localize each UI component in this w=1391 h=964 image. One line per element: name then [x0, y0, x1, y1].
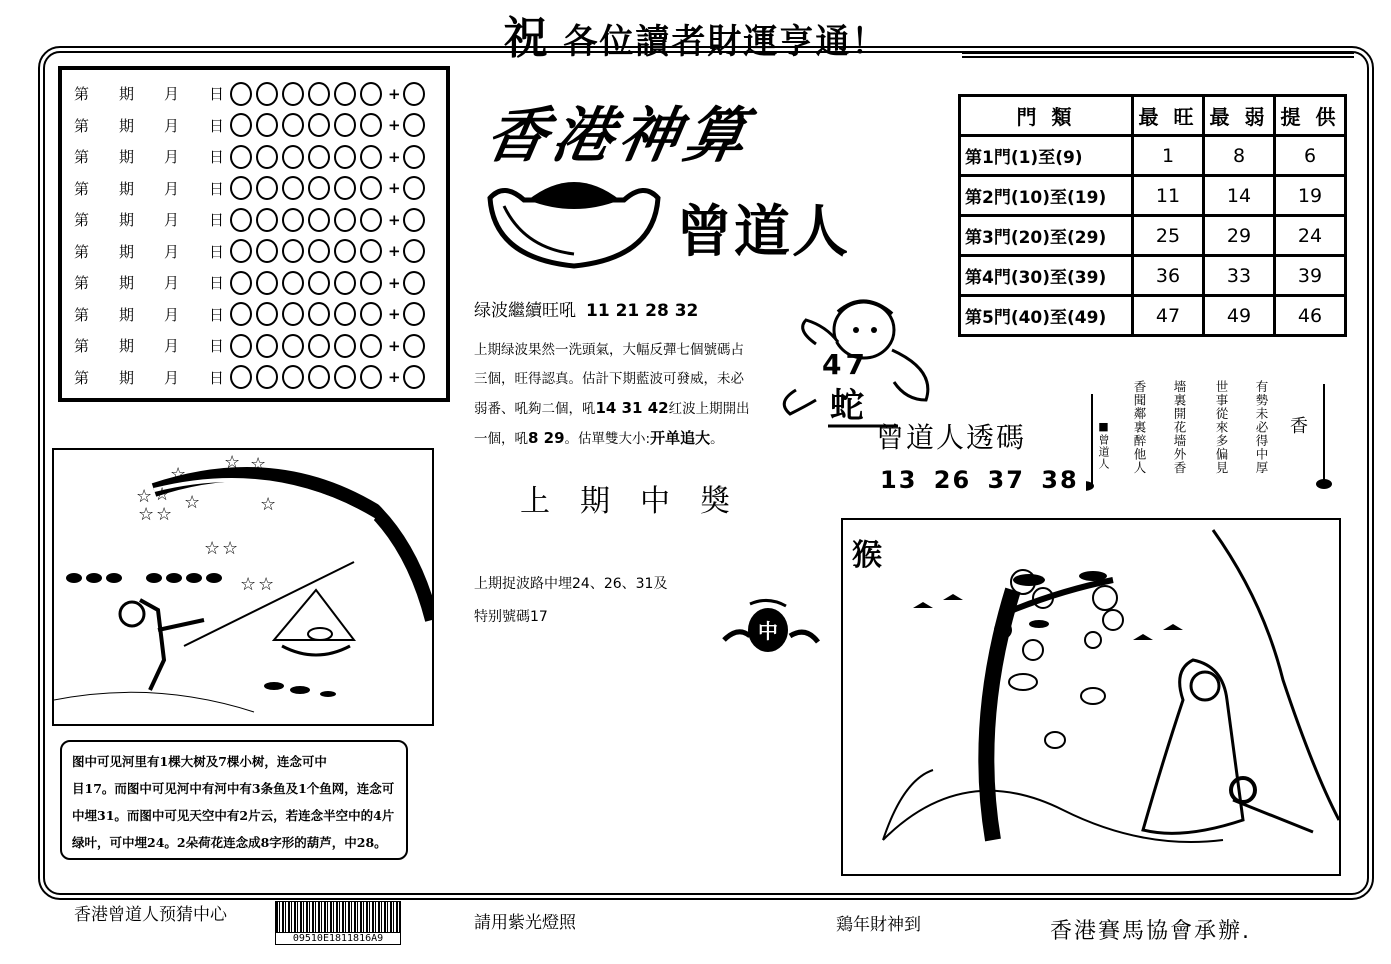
headline-numbers: 11 21 28 32	[586, 301, 699, 321]
para-text: 红波上期開出	[668, 401, 750, 417]
table-row	[960, 176, 1346, 216]
poem-line-4: 香聞鄰裏醉他人	[1132, 380, 1147, 475]
barcode-bars-icon	[275, 901, 401, 933]
special-number-circle	[403, 271, 425, 295]
para-line-2: 三個，旺得認真。估計下期藍波可發威，未必	[474, 371, 744, 387]
number-circle	[256, 334, 278, 358]
plus-sign: +	[388, 84, 401, 103]
table-header-cell: 提 供	[1275, 96, 1346, 136]
scroll-frame-icon	[1086, 380, 1336, 492]
table-header-cell: 最 弱	[1204, 96, 1275, 136]
number-circle	[334, 239, 356, 263]
number-circle	[360, 239, 382, 263]
number-circle	[282, 82, 304, 106]
table-cell-group: 第1門(1)至(9)	[960, 136, 1133, 176]
number-circle	[308, 113, 330, 137]
plus-sign: +	[388, 147, 401, 166]
number-circle	[334, 176, 356, 200]
poem-heading: 香	[1287, 416, 1308, 435]
draw-row-label	[74, 335, 230, 356]
footer-organizer: 香港賽馬協會承辦.	[1050, 919, 1251, 944]
number-circle	[282, 271, 304, 295]
draw-row-month: 月	[163, 211, 179, 230]
table-cell-max: 36	[1133, 256, 1204, 296]
svg-text:☆: ☆	[258, 574, 275, 595]
number-circle	[334, 302, 356, 326]
draw-row-month: 月	[163, 274, 179, 293]
analysis-paragraph	[474, 336, 794, 454]
draw-row-issue-suffix: 期	[118, 85, 134, 104]
para-text: 。估單雙大小:	[564, 431, 651, 447]
headline	[474, 296, 698, 321]
svg-text:☆: ☆	[138, 504, 155, 525]
riddle-line-3: 中埋31。而图中可见天空中有2片云，若连念半空中的4片	[72, 808, 395, 823]
plus-sign: +	[388, 305, 401, 324]
number-circle	[230, 145, 252, 169]
number-circle	[360, 113, 382, 137]
number-circle	[256, 176, 278, 200]
table-cell-group: 第5門(40)至(49)	[960, 296, 1133, 336]
draw-row-label	[74, 209, 230, 230]
draw-row-day: 日	[208, 148, 224, 167]
header-text: 各位讀者財運亨通！	[563, 22, 888, 62]
table-header-cell: 最 旺	[1133, 96, 1204, 136]
draw-row-label	[74, 304, 230, 325]
poem-author: ■曾道人	[1097, 420, 1110, 470]
draw-row	[74, 236, 434, 268]
svg-text:☆: ☆	[156, 504, 173, 525]
number-circle	[334, 145, 356, 169]
draw-row-issue: 第	[74, 179, 90, 198]
riddle-line-4: 绿叶，可中埋24。2朵荷花连念成8字形的葫芦，中28。	[72, 835, 387, 850]
poem-line-1: 有勢未必得中厚	[1254, 380, 1269, 475]
number-circle	[308, 271, 330, 295]
svg-text:☆: ☆	[250, 454, 267, 475]
draw-row-label	[74, 115, 230, 136]
table-row	[960, 256, 1346, 296]
draw-row-issue: 第	[74, 242, 90, 261]
poem-block	[1086, 380, 1336, 492]
draw-row-day: 日	[208, 85, 224, 104]
draw-row-issue-suffix: 期	[118, 211, 134, 230]
svg-text:☆: ☆	[184, 492, 201, 513]
table-cell-max: 47	[1133, 296, 1204, 336]
number-circle	[334, 334, 356, 358]
draw-row-issue: 第	[74, 337, 90, 356]
draw-row-month: 月	[163, 242, 179, 261]
number-circle	[282, 334, 304, 358]
special-number-circle	[403, 145, 425, 169]
plus-sign: +	[388, 273, 401, 292]
draw-row-month: 月	[163, 148, 179, 167]
draw-row-label	[74, 146, 230, 167]
table-cell-group: 第3門(20)至(29)	[960, 216, 1133, 256]
number-circle	[230, 334, 252, 358]
number-circle	[334, 208, 356, 232]
number-circle	[360, 176, 382, 200]
number-circle	[230, 365, 252, 389]
mascot-number: 47	[822, 348, 869, 381]
number-circle	[308, 239, 330, 263]
draw-row-issue-suffix: 期	[118, 148, 134, 167]
plus-sign: +	[388, 179, 401, 198]
para-line-1: 上期绿波果然一洗頭氣，大幅反彈七個號碼占	[474, 342, 744, 358]
draw-row-issue: 第	[74, 305, 90, 324]
draw-row-day: 日	[208, 305, 224, 324]
draw-row	[74, 362, 434, 394]
svg-text:☆: ☆	[170, 464, 187, 485]
number-circle	[256, 271, 278, 295]
number-circle	[360, 365, 382, 389]
number-circle	[308, 145, 330, 169]
draw-row-issue: 第	[74, 116, 90, 135]
number-circle	[282, 113, 304, 137]
draw-row-month: 月	[163, 116, 179, 135]
number-circle	[256, 302, 278, 326]
svg-text:☆: ☆	[136, 486, 153, 507]
number-circle	[308, 208, 330, 232]
draw-row-issue-suffix: 期	[118, 305, 134, 324]
headline-text: 绿波繼續旺吼	[474, 301, 576, 321]
draw-row	[74, 299, 434, 331]
picture-zodiac: 猴	[852, 538, 882, 573]
frame-top-border	[962, 52, 1354, 58]
draw-row-label	[74, 178, 230, 199]
zhong-mascot-icon	[720, 596, 820, 668]
draw-row-month: 月	[163, 85, 179, 104]
draw-row	[74, 204, 434, 236]
footer-year-note: 鶏年財神到	[836, 915, 921, 935]
sage-scene-picture	[841, 518, 1341, 876]
draw-row	[74, 173, 434, 205]
number-circle	[256, 113, 278, 137]
svg-text:☆: ☆	[154, 484, 171, 505]
table-cell-min: 14	[1204, 176, 1275, 216]
number-circle	[360, 208, 382, 232]
footer-uv-note: 請用紫光燈照	[474, 913, 576, 933]
draw-row-day: 日	[208, 337, 224, 356]
number-circle	[256, 145, 278, 169]
svg-text:☆: ☆	[222, 538, 239, 559]
plus-sign: +	[388, 242, 401, 261]
number-circle	[308, 365, 330, 389]
draw-row-day: 日	[208, 179, 224, 198]
para-text: 弱番、吼夠二個，吼	[474, 401, 596, 417]
number-circle	[282, 208, 304, 232]
number-circle	[256, 208, 278, 232]
special-number-circle	[403, 302, 425, 326]
draw-row-issue: 第	[74, 148, 90, 167]
table-header-row	[960, 96, 1346, 136]
svg-text:☆: ☆	[240, 574, 257, 595]
number-circle	[360, 302, 382, 326]
table-cell-min: 33	[1204, 256, 1275, 296]
para-line-3	[474, 394, 794, 424]
para-emphasis: 开单追大	[650, 429, 711, 447]
draw-row	[74, 267, 434, 299]
draw-row-label	[74, 83, 230, 104]
draw-row-label	[74, 367, 230, 388]
draw-row-label	[74, 241, 230, 262]
riddle-line-2: 目17。而图中可见河中有河中有3条鱼及1个鱼网，连念可	[72, 781, 395, 796]
number-circle	[308, 82, 330, 106]
number-circle	[360, 271, 382, 295]
riddle-box	[60, 740, 408, 860]
draw-row-issue-suffix: 期	[118, 179, 134, 198]
special-number-circle	[403, 82, 425, 106]
table-cell-group: 第4門(30)至(39)	[960, 256, 1133, 296]
table-header-cell: 門 類	[960, 96, 1133, 136]
special-number-circle	[403, 365, 425, 389]
gold-ingot-icon	[484, 178, 664, 270]
draw-row-month: 月	[163, 337, 179, 356]
fishing-scene-picture	[52, 448, 434, 726]
draw-row-issue: 第	[74, 368, 90, 387]
draw-row-day: 日	[208, 274, 224, 293]
bo-line-1: 上期捉波路中埋24、26、31及	[474, 576, 668, 592]
barcode	[275, 901, 401, 947]
number-circle	[308, 176, 330, 200]
table-row	[960, 296, 1346, 336]
draw-row-day: 日	[208, 116, 224, 135]
draw-row-issue-suffix: 期	[118, 337, 134, 356]
brand-name: 曾道人	[676, 200, 850, 265]
table-cell-offer: 39	[1275, 256, 1346, 296]
number-circle	[230, 208, 252, 232]
number-circle	[256, 82, 278, 106]
number-circle	[334, 271, 356, 295]
number-circle	[282, 302, 304, 326]
draw-row	[74, 78, 434, 110]
number-circle	[230, 113, 252, 137]
table-cell-offer: 19	[1275, 176, 1346, 216]
plus-sign: +	[388, 116, 401, 135]
draw-row	[74, 110, 434, 142]
number-circle	[360, 145, 382, 169]
svg-text:☆: ☆	[204, 538, 221, 559]
draw-row-label	[74, 272, 230, 293]
badge-text: 中	[758, 619, 778, 643]
table-cell-offer: 24	[1275, 216, 1346, 256]
header-blessing: 祝	[503, 13, 550, 64]
draw-row-issue: 第	[74, 274, 90, 293]
number-groups-table	[958, 94, 1347, 337]
number-circle	[230, 176, 252, 200]
table-row	[960, 216, 1346, 256]
draw-row-issue: 第	[74, 85, 90, 104]
special-number-circle	[403, 208, 425, 232]
special-number-circle	[403, 239, 425, 263]
draw-row	[74, 330, 434, 362]
table-cell-min: 49	[1204, 296, 1275, 336]
tip-label: 曾道人透碼	[876, 421, 1027, 454]
table-cell-max: 1	[1133, 136, 1204, 176]
number-circle	[230, 82, 252, 106]
tip-numbers: 13 26 37 38	[880, 466, 1079, 494]
barcode-number: 09510E1811816A9	[275, 933, 401, 945]
last-win-label: 上期中奬	[520, 484, 760, 519]
draw-row-day: 日	[208, 211, 224, 230]
para-text: 一個，吼	[474, 431, 528, 447]
plus-sign: +	[388, 336, 401, 355]
table-cell-group: 第2門(10)至(19)	[960, 176, 1133, 216]
number-circle	[334, 113, 356, 137]
number-circle	[256, 239, 278, 263]
plus-sign: +	[388, 368, 401, 387]
draw-row-month: 月	[163, 179, 179, 198]
draw-row	[74, 141, 434, 173]
table-cell-min: 29	[1204, 216, 1275, 256]
special-number-circle	[403, 113, 425, 137]
draw-row-month: 月	[163, 305, 179, 324]
number-circle	[230, 239, 252, 263]
para-numbers: 8 29	[528, 429, 565, 447]
number-circle	[282, 145, 304, 169]
number-circle	[308, 334, 330, 358]
special-number-circle	[403, 334, 425, 358]
draw-row-issue-suffix: 期	[118, 242, 134, 261]
draw-row-issue-suffix: 期	[118, 368, 134, 387]
table-cell-offer: 46	[1275, 296, 1346, 336]
draw-row-day: 日	[208, 368, 224, 387]
draw-row-month: 月	[163, 368, 179, 387]
svg-text:☆: ☆	[224, 452, 241, 473]
para-line-4	[474, 424, 794, 454]
number-circle	[308, 302, 330, 326]
special-number-circle	[403, 176, 425, 200]
number-circle	[282, 176, 304, 200]
table-row	[960, 136, 1346, 176]
table-cell-max: 11	[1133, 176, 1204, 216]
para-text: 。	[710, 431, 724, 447]
riddle-line-1: 图中可见河里有1棵大树及7棵小树，连念可中	[72, 754, 327, 769]
number-circle	[282, 239, 304, 263]
page-title: 香港神算	[480, 101, 758, 171]
number-circle	[334, 82, 356, 106]
number-circle	[334, 365, 356, 389]
table-cell-min: 8	[1204, 136, 1275, 176]
table-cell-max: 25	[1133, 216, 1204, 256]
number-circle	[256, 365, 278, 389]
draw-record-grid	[58, 66, 450, 402]
draw-row-issue-suffix: 期	[118, 274, 134, 293]
table-cell-offer: 6	[1275, 136, 1346, 176]
draw-row-issue-suffix: 期	[118, 116, 134, 135]
para-numbers: 14 31 42	[595, 399, 669, 417]
poem-line-2: 世事從來多偏見	[1214, 380, 1229, 475]
bo-line-2: 特别號碼17	[474, 609, 548, 625]
poem-line-3: 墻裏開花墻外香	[1172, 380, 1187, 475]
plus-sign: +	[388, 210, 401, 229]
number-circle	[230, 271, 252, 295]
number-circle	[360, 82, 382, 106]
draw-row-day: 日	[208, 242, 224, 261]
svg-text:☆: ☆	[260, 494, 277, 515]
mascot-zodiac: 蛇	[830, 386, 864, 426]
number-circle	[282, 365, 304, 389]
footer-center-name: 香港曾道人预猜中心	[74, 905, 227, 925]
number-circle	[230, 302, 252, 326]
number-circle	[360, 334, 382, 358]
draw-row-issue: 第	[74, 211, 90, 230]
